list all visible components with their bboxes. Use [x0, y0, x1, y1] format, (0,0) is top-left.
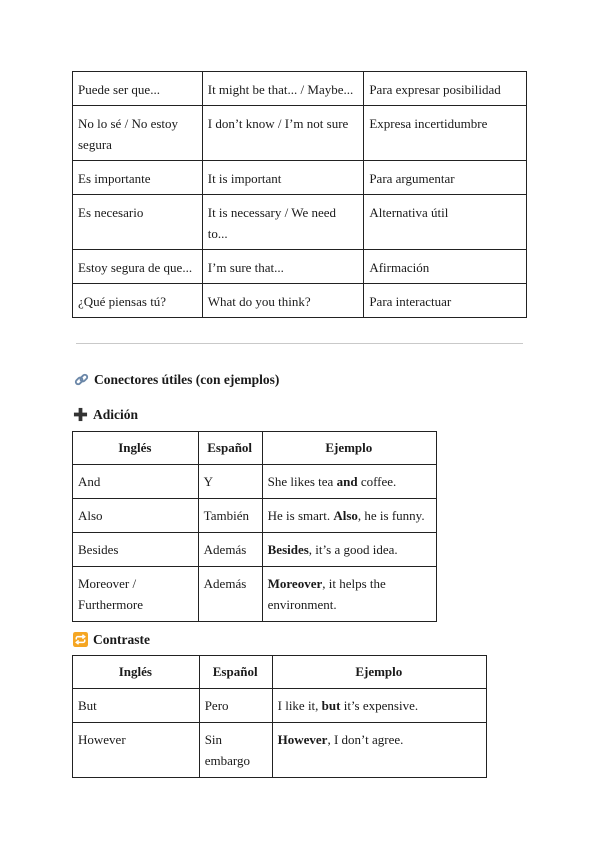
adicion-table	[72, 431, 437, 622]
example-cell: However, I don’t agree.	[272, 723, 486, 778]
table-cell: Afirmación	[364, 250, 527, 284]
table-cell: Also	[73, 499, 199, 533]
table-cell: I’m sure that...	[202, 250, 364, 284]
plus-icon	[73, 407, 88, 428]
table-cell: Estoy segura de que...	[73, 250, 203, 284]
table-cell: Es importante	[73, 161, 203, 195]
table-cell: However	[73, 723, 200, 778]
table-row	[73, 499, 437, 533]
contraste-heading-text: Contraste	[93, 632, 150, 647]
table-row	[73, 723, 487, 778]
table-cell: I don’t know / I’m not sure	[202, 106, 364, 161]
table-cell: It is important	[202, 161, 364, 195]
link-icon	[74, 372, 89, 393]
table-cell: It might be that... / Maybe...	[202, 72, 364, 106]
column-header: Español	[199, 656, 272, 689]
example-cell: Besides, it’s a good idea.	[262, 533, 436, 567]
table-cell: También	[198, 499, 262, 533]
example-cell: He is smart. Also, he is funny.	[262, 499, 436, 533]
table-cell: Para argumentar	[364, 161, 527, 195]
table-cell: Es necesario	[73, 195, 203, 250]
horizontal-divider	[76, 343, 523, 344]
table-row	[73, 284, 527, 318]
table-cell: Moreover / Furthermore	[73, 567, 199, 622]
table-cell: Alternativa útil	[364, 195, 527, 250]
connectors-heading	[74, 370, 279, 393]
table-row	[73, 465, 437, 499]
adicion-heading	[73, 405, 138, 428]
table-cell: No lo sé / No estoy segura	[73, 106, 203, 161]
table-cell: Para expresar posibilidad	[364, 72, 527, 106]
column-header: Inglés	[73, 656, 200, 689]
example-cell: Moreover, it helps the environment.	[262, 567, 436, 622]
column-header: Ejemplo	[262, 432, 436, 465]
table-cell: ¿Qué piensas tú?	[73, 284, 203, 318]
table-cell: Besides	[73, 533, 199, 567]
adicion-heading-text: Adición	[93, 407, 139, 422]
table-cell: What do you think?	[202, 284, 364, 318]
table-cell: Puede ser que...	[73, 72, 203, 106]
column-header: Inglés	[73, 432, 199, 465]
phrases-table	[72, 71, 527, 318]
table-header-row	[73, 432, 437, 465]
table-cell: Pero	[199, 689, 272, 723]
repeat-icon	[73, 632, 88, 653]
column-header: Ejemplo	[272, 656, 486, 689]
contraste-heading	[73, 630, 150, 653]
table-cell: But	[73, 689, 200, 723]
table-cell: Para interactuar	[364, 284, 527, 318]
table-cell: Expresa incertidumbre	[364, 106, 527, 161]
example-cell: She likes tea and coffee.	[262, 465, 436, 499]
example-cell: I like it, but it’s expensive.	[272, 689, 486, 723]
contraste-table	[72, 655, 487, 778]
connectors-heading-text: Conectores útiles (con ejemplos)	[94, 372, 280, 387]
table-row	[73, 689, 487, 723]
table-row	[73, 250, 527, 284]
table-row	[73, 195, 527, 250]
table-cell: Y	[198, 465, 262, 499]
table-row	[73, 567, 437, 622]
table-cell: Además	[198, 533, 262, 567]
table-row	[73, 106, 527, 161]
table-cell: Además	[198, 567, 262, 622]
table-cell: It is necessary / We need to...	[202, 195, 364, 250]
table-cell: Sin embargo	[199, 723, 272, 778]
table-cell: And	[73, 465, 199, 499]
table-row	[73, 161, 527, 195]
table-row	[73, 72, 527, 106]
table-row	[73, 533, 437, 567]
column-header: Español	[198, 432, 262, 465]
table-header-row	[73, 656, 487, 689]
